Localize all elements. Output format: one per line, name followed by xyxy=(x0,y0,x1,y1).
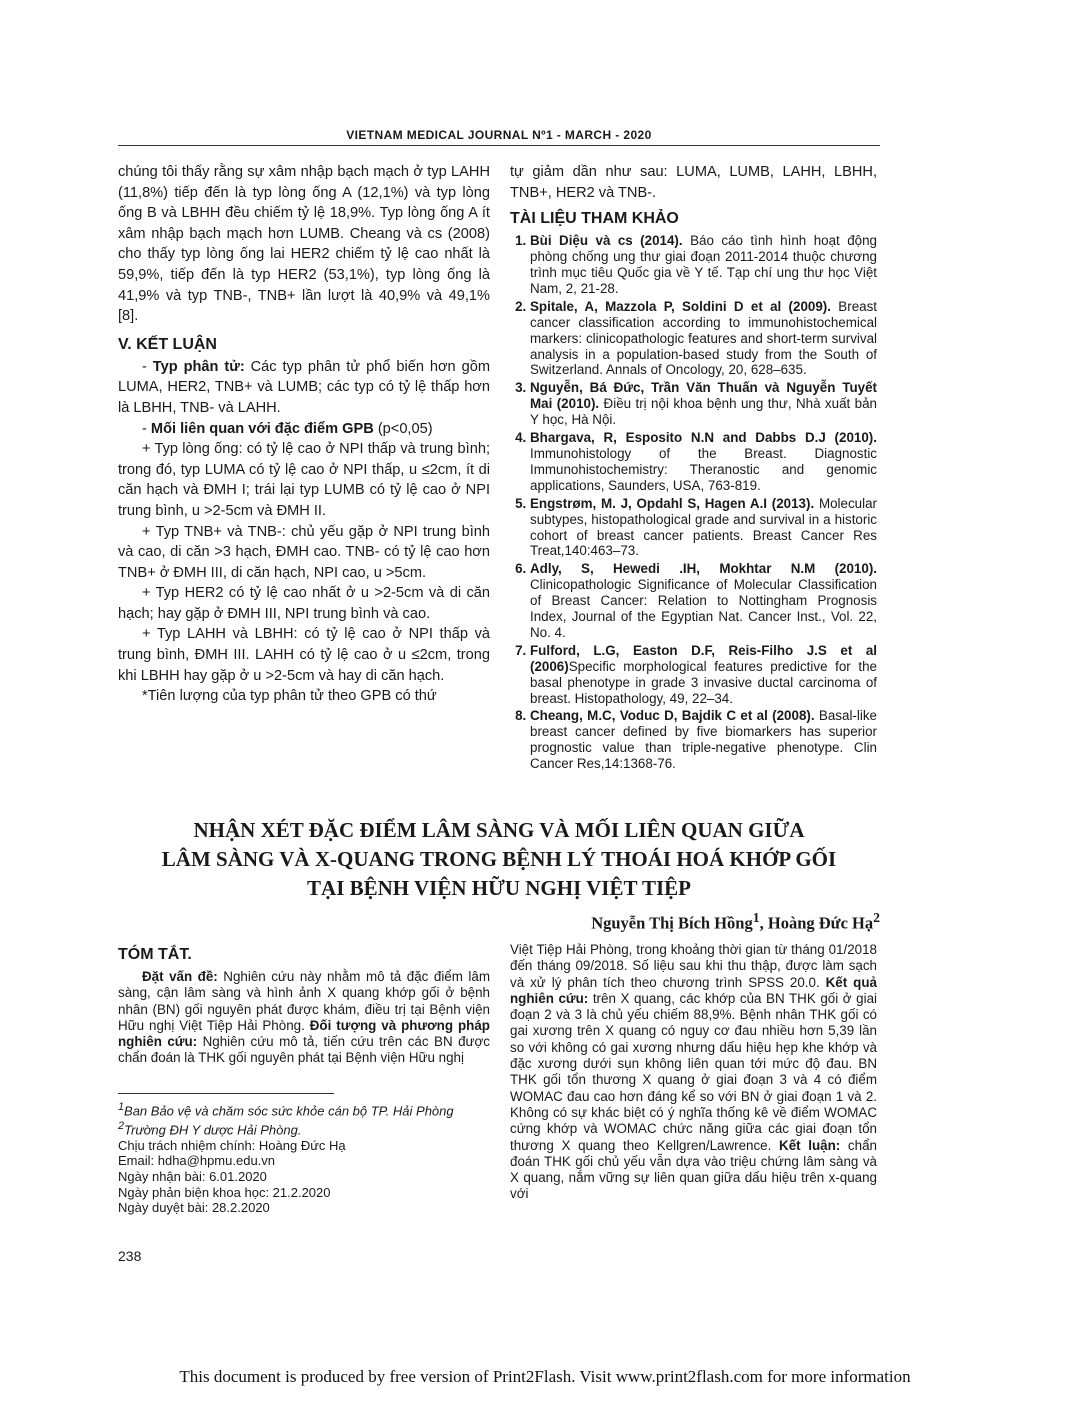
paragraph-luminal: + Typ lòng ống: có tỷ lệ cao ở NPI thấp và trung bình; trong đó, typ LUMA có tỷ lệ cao ở NPI thấp, u ≤2cm, ít di căn hạch và ĐMH I; trái lại typ LUMB có tỷ lệ cao ở NPI trung bình, u >2-5cm và ĐMH II. xyxy=(118,441,490,519)
reference-authors: Spitale, A, Mazzola P, Soldini D et al (2009). xyxy=(530,298,831,314)
paragraph-relation-gpb: - Mối liên quan với đặc điểm GPB (p<0,05) xyxy=(142,420,433,437)
footnote-mark: 1 xyxy=(118,1101,125,1113)
author-name: Nguyễn Thị Bích Hồng xyxy=(591,913,753,933)
reference-item xyxy=(530,708,877,772)
author-name: Hoàng Đức Hạ xyxy=(767,913,874,933)
abstract-text-background: Nghiên cứu này nhằm mô tả đặc điểm lâm sàng, cận lâm sàng và hình ảnh X quang khớp gối ở bệnh nhân (BN) gối nguyên phát được khám, điều trị tại Bệnh viện Hữu nghị Việt Tiệp Hải Phòng. xyxy=(118,969,490,1033)
footnote-reviewed: Ngày phản biện khoa học: 21.2.2020 xyxy=(118,1184,331,1200)
footnote-accepted: Ngày duyệt bài: 28.2.2020 xyxy=(118,1200,270,1216)
footnotes xyxy=(118,1100,490,1216)
reference-item xyxy=(530,233,877,297)
reference-text: Clinicopathologic Significance of Molecular Classification of Breast Cancer: Relation to Nottingham Prognosis Index, Journal of the Egyptian Nat. Cancer Inst., Vol. 22, No. 4. xyxy=(530,577,877,640)
abstract-label-results: Kết quả nghiên cứu: xyxy=(510,974,877,1006)
reference-list xyxy=(510,233,877,772)
author-line xyxy=(591,910,880,934)
footnote-text: Trường ĐH Y dược Hải Phòng. xyxy=(124,1122,302,1138)
reference-text: Basal-like breast cancer defined by five biomarkers has superior prognostic value than triple-negative phenotype. Clin Cancer Res,14:1368-76. xyxy=(530,708,877,772)
reference-text: Báo cáo tình hình hoạt động phòng chống ung thư giai đoạn 2011-2014 thuộc chương trình mục tiêu Quốc gia về Y tế. Tạp chí ung thư học Việt Nam, 2, 21-28. xyxy=(530,233,877,296)
footnote-corresponding: Chịu trách nhiệm chính: Hoàng Đức Hạ xyxy=(118,1137,346,1153)
abstract-text-methods-continued: Việt Tiệp Hải Phòng, trong khoảng thời gian từ tháng 01/2018 đến tháng 09/2018. Số liệu sau khi thu thập, được làm sạch và xử lý phân tích theo chương trình SPSS 20.0. xyxy=(510,942,877,990)
abstract-paragraph xyxy=(118,969,490,1067)
author-separator: , xyxy=(759,913,768,933)
footnote-affiliation-2 xyxy=(118,1119,490,1138)
abstract-left xyxy=(118,945,490,1067)
reference-item xyxy=(530,430,877,494)
reference-item xyxy=(530,561,877,641)
reference-item xyxy=(530,380,877,428)
reference-authors: Fulford, L.G, Easton D.F, Reis-Filho J.S et al (2006) xyxy=(530,642,877,674)
abstract-text-methods: Nghiên cứu mô tả, tiến cứu trên các BN được chẩn đoán là THK gối nguyên phát tại Bệnh viện Hữu nghị xyxy=(118,1034,490,1066)
reference-authors: Engstrøm, M. J, Opdahl S, Hagen A.I (2013). xyxy=(530,495,815,511)
reference-authors: Adly, S, Hewedi .IH, Mokhtar N.M (2010). xyxy=(530,561,877,577)
left-column-upper xyxy=(118,162,490,707)
paragraph-prognosis-continued: tự giảm dần như sau: LUMA, LUMB, LAHH, LBHH, TNB+, HER2 và TNB-. xyxy=(510,164,877,201)
watermark-notice: This document is produced by free version of Print2Flash. Visit www.print2flash.com for more information xyxy=(179,1367,911,1386)
reference-authors: Bùi Diệu và cs (2014). xyxy=(530,233,683,249)
abstract-text-conclusion: chẩn đoán THK gối chủ yếu vẫn dựa vào triệu chứng lâm sàng và X quang, nắm vững sự liên quan giữa dấu hiệu trên x-quang với xyxy=(510,1137,877,1202)
footnote-rule xyxy=(118,1093,334,1094)
paragraph-lahh: + Typ LAHH và LBHH: có tỷ lệ cao ở NPI thấp và trung bình, ĐMH III. LAHH có tỷ lệ cao ở u ≤2cm, trong khi LBHH hay gặp ở u >2-5cm và hay di căn hạch. xyxy=(118,626,490,684)
footnote-mark: 2 xyxy=(118,1119,125,1132)
reference-text: Specific morphological features predictive for the basal phenotype in grade 3 invasive ductal carcinoma of breast. Histopathology, 49, 22–34. xyxy=(530,658,877,706)
reference-item xyxy=(530,643,877,707)
author-affiliation-mark: 2 xyxy=(873,910,880,925)
reference-text: Molecular subtypes, histopathological grade and survival in a historic cohort of breast cancer patients. Breast Cancer Res Treat,140:463–73. xyxy=(530,495,877,559)
reference-text: Điều trị nội khoa bệnh ung thư, Nhà xuất bản Y học, Hà Nội. xyxy=(530,396,877,428)
reference-authors: Cheang, M.C, Voduc D, Bajdik C et al (2008). xyxy=(530,708,815,724)
paragraph-discussion: chúng tôi thấy rằng sự xâm nhập bạch mạch ở typ LAHH (11,8%) tiếp đến là typ lòng ống A (12,1%) và typ lòng ống B và LBHH đều chiếm tỷ lệ 18,9%. Typ lòng ống A ít xâm nhập bạch mạch hơn LUMB. Cheang và cs (2008) cho thấy typ lòng ống lai HER2 chiếm tỷ lệ cao nhất là 59,9%, tiếp đến là typ HER2 (53,1%), typ lòng ống là 41,9% và typ TNB-, TNB+ lần lượt là 40,9% và 49,1% [8]. xyxy=(118,164,490,325)
article-title-line: TẠI BỆNH VIỆN HỮU NGHỊ VIỆT TIỆP xyxy=(307,876,691,900)
footnote-received: Ngày nhận bài: 6.01.2020 xyxy=(118,1169,267,1185)
page-number: 238 xyxy=(118,1248,142,1264)
right-column-upper xyxy=(510,162,877,774)
text-relation-gpb: (p<0,05) xyxy=(373,420,433,437)
label-relation-gpb: Mối liên quan với đặc điểm GPB xyxy=(150,420,374,437)
paragraph-her2: + Typ HER2 có tỷ lệ cao nhất ở u >2-5cm và di căn hạch; hay gặp ở ĐMH III, NPI trung bình và cao. xyxy=(118,585,490,622)
paragraph-tnb: + Typ TNB+ và TNB-: chủ yếu gặp ở NPI trung bình và cao, di căn >3 hạch, ĐMH cao. TNB- có tỷ lệ cao hơn TNB+ ở ĐMH III, di căn hạch, NPI cao, u >5cm. xyxy=(118,523,490,581)
abstract-label-background: Đặt vấn đề: xyxy=(142,969,218,984)
abstract-title: TÓM TẮT. xyxy=(118,946,192,963)
section-title-conclusion: V. KẾT LUẬN xyxy=(118,335,217,353)
abstract-label-methods: Đối tượng và phương pháp nghiên cứu: xyxy=(118,1017,490,1050)
text-molecular-type: Các typ phân tử phổ biến hơn gồm LUMA, HER2, TNB+ và LUMB; các typ có tỷ lệ thấp hơn là LBHH, TNB- và LAHH. xyxy=(118,358,491,416)
label-molecular-type: Typ phân tử: xyxy=(152,358,245,375)
footnote-affiliation-1 xyxy=(118,1100,490,1119)
header-rule xyxy=(118,145,880,146)
article-title-line: NHẬN XÉT ĐẶC ĐIỂM LÂM SÀNG VÀ MỐI LIÊN QUAN GIỮA xyxy=(193,818,805,842)
footnote-email: Email: hdha@hpmu.edu.vn xyxy=(118,1153,276,1169)
reference-authors: Nguyễn, Bá Đức, Trần Văn Thuấn và Nguyễn Tuyết Mai (2010). xyxy=(530,380,877,412)
article-title xyxy=(118,816,880,903)
reference-item xyxy=(530,299,877,379)
reference-authors: Bhargava, R, Esposito N.N and Dabbs D.J (2010). xyxy=(530,430,877,446)
article-title-line: LÂM SÀNG VÀ X-QUANG TRONG BỆNH LÝ THOÁI HOÁ KHỚP GỐI xyxy=(161,847,837,871)
paragraph-molecular-type: - Typ phân tử: Các typ phân tử phổ biến hơn gồm LUMA, HER2, TNB+ và LUMB; các typ có tỷ lệ thấp hơn là LBHH, TNB- và LAHH. xyxy=(118,358,491,416)
author-affiliation-mark: 1 xyxy=(752,910,760,925)
section-title-references: TÀI LIỆU THAM KHẢO xyxy=(510,210,679,228)
footnote-text: Ban Bảo vệ và chăm sóc sức khỏe cán bộ TP. Hải Phòng xyxy=(124,1103,454,1119)
abstract-label-conclusion: Kết luận: xyxy=(779,1137,841,1153)
reference-text: Immunohistology of the Breast. Diagnostic Immunohistochemistry: Theranostic and genomic applications, Saunders, USA, 763-819. xyxy=(530,445,877,493)
abstract-text-results: trên X quang, các khớp của BN THK gối ở giai đoạn 2 và 3 là chủ yếu chiếm 88,9%. Bệnh nhân THK gối có gai xương trên X quang có nguy cơ đau nhiều hơn 5,39 lần so với không có gai xương nhưng dấu hiệu hẹp khe khớp và đặc xương dưới sụn không liên quan tới mức độ đau. BN THK gối tổn thương X quang ở giai đoạn 3 và 4 có điểm WOMAC đau cao hơn đáng kể so với BN ở giai đoạn 1 và 2. Không có sự khác biệt có ý nghĩa thống kê về điểm WOMAC cứng khớp và WOMAC chức năng giữa các giai đoạn tổn thương X quang theo Kellgren/Lawrence. xyxy=(510,990,877,1153)
reference-text: Breast cancer classification according to immunohistochemical markers: clinicopathologic features and short-term survival analysis in a population-based study from the South of Switzerland. Annals of Oncology, 20, 628–635. xyxy=(530,298,878,378)
reference-item xyxy=(530,496,877,560)
paragraph-prognosis: *Tiên lượng của typ phân tử theo GPB có thứ xyxy=(142,688,437,705)
journal-header: VIETNAM MEDICAL JOURNAL Nº1 - MARCH - 2020 xyxy=(346,128,652,142)
abstract-right xyxy=(510,942,877,1203)
